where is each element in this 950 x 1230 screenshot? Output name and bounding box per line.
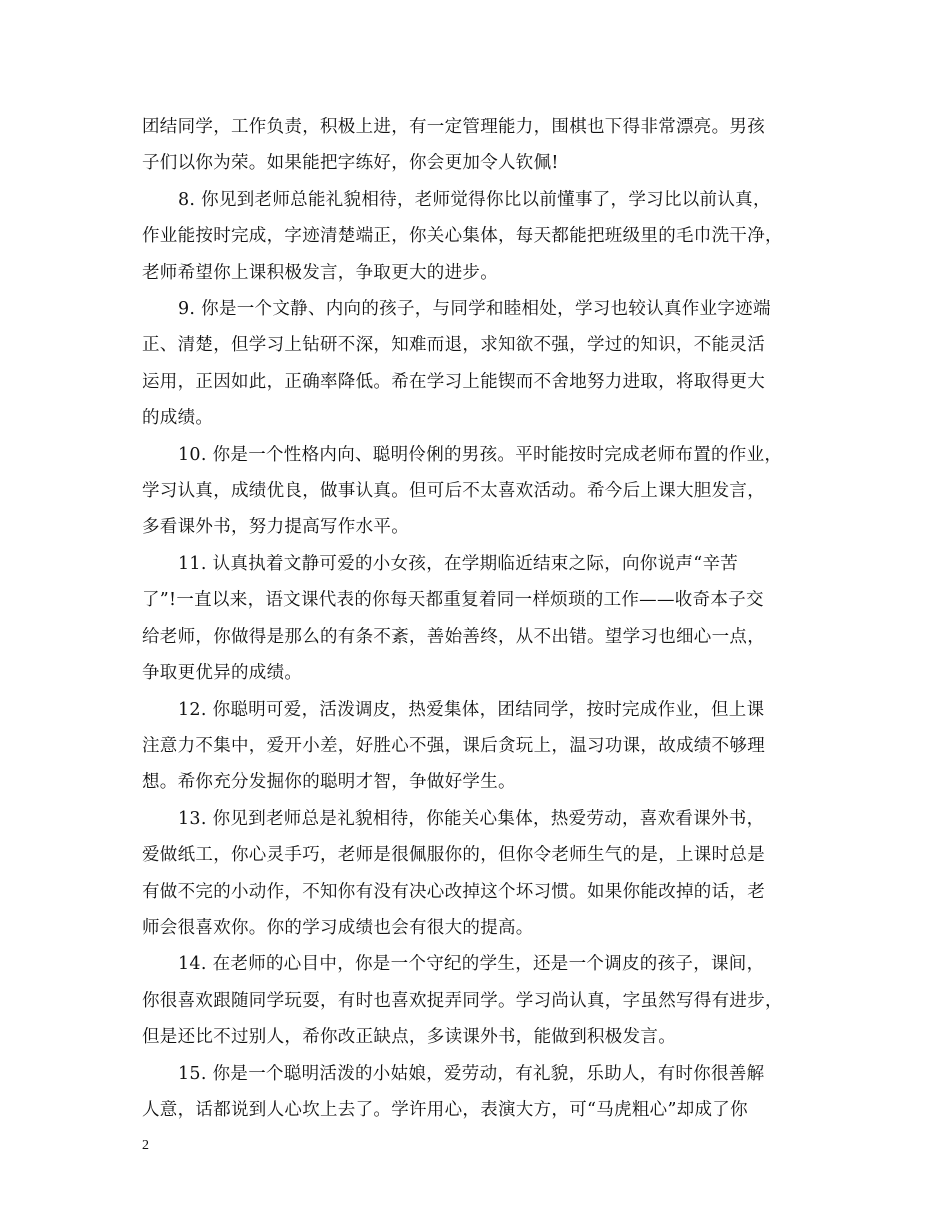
text-line: 爱做纸工，你心灵手巧，老师是很佩服你的，但你令老师生气的是，上课时总是 <box>142 845 765 866</box>
text-line: 的成绩。 <box>142 408 214 429</box>
paragraph-14 <box>142 946 822 1055</box>
paragraph-15 <box>142 1056 822 1129</box>
text-line: 师会很喜欢你。你的学习成绩也会有很大的提高。 <box>142 917 534 938</box>
text-line: 学习认真，成绩优良，做事认真。但可后不太喜欢活动。希今后上课大胆发言， <box>142 481 765 502</box>
text-line: 14. 在老师的心目中，你是一个守纪的学生，还是一个调皮的孩子，课间， <box>178 954 765 975</box>
page-number: 2 <box>142 1138 149 1153</box>
paragraph-11 <box>142 546 822 692</box>
text-line: 8. 你见到老师总能礼貌相待，老师觉得你比以前懂事了，学习比以前认真， <box>178 189 771 210</box>
text-line: 作业能按时完成，字迹清楚端正，你关心集体，每天都能把班级里的毛巾洗干净， <box>142 226 783 247</box>
text-line: 11. 认真执着文静可爱的小女孩，在学期临近结束之际，向你说声“辛苦 <box>178 553 739 574</box>
paragraph-9 <box>142 291 822 437</box>
paragraph-8 <box>142 182 822 291</box>
text-line: 13. 你见到老师总是礼貌相待，你能关心集体，热爱劳动，喜欢看课外书， <box>178 808 765 829</box>
text-line: 9. 你是一个文静、内向的孩子，与同学和睦相处，学习也较认真作业字迹端 <box>178 299 771 320</box>
text-line: 给老师，你做得是那么的有条不紊，善始善终，从不出错。望学习也细心一点， <box>142 626 765 647</box>
text-line: 注意力不集中，爱开小差，好胜心不强，课后贪玩上，温习功课，故成绩不够理 <box>142 735 765 756</box>
text-line: 多看课外书，努力提高写作水平。 <box>142 517 409 538</box>
text-line: 运用，正因如此，正确率降低。希在学习上能锲而不舍地努力进取，将取得更大 <box>142 371 765 392</box>
text-line: 你很喜欢跟随同学玩耍，有时也喜欢捉弄同学。学习尚认真，字虽然写得有进步， <box>142 990 783 1011</box>
text-line: 但是还比不过别人，希你改正缺点，多读课外书，能做到积极发言。 <box>142 1027 676 1048</box>
text-line: 老师希望你上课积极发言，争取更大的进步。 <box>142 262 498 283</box>
text-line: 人意，话都说到人心坎上去了。学许用心，表演大方，可“马虎粗心”却成了你 <box>142 1099 748 1120</box>
text-line: 想。希你充分发掘你的聪明才智，争做好学生。 <box>142 772 516 793</box>
text-line: 了”!一直以来，语文课代表的你每天都重复着同一样烦琐的工作——收奇本子交 <box>142 590 764 611</box>
text-line: 争取更优异的成绩。 <box>142 663 303 684</box>
text-line: 子们以你为荣。如果能把字练好，你会更加令人钦佩! <box>142 153 559 174</box>
text-line: 正、清楚，但学习上钻研不深，知难而退，求知欲不强，学过的知识，不能灵活 <box>142 335 765 356</box>
paragraph-12 <box>142 692 822 801</box>
paragraph-continuation <box>142 109 822 182</box>
text-line: 团结同学，工作负责，积极上进，有一定管理能力，围棋也下得非常漂亮。男孩 <box>142 117 765 137</box>
text-line: 有做不完的小动作，不知你有没有决心改掉这个坏习惯。如果你能改掉的话，老 <box>142 881 765 902</box>
text-line: 10. 你是一个性格内向、聪明伶俐的男孩。平时能按时完成老师布置的作业， <box>178 444 783 465</box>
document-body <box>142 109 822 1128</box>
text-line: 15. 你是一个聪明活泼的小姑娘，爱劳动，有礼貌，乐助人，有时你很善解 <box>178 1063 765 1084</box>
paragraph-10 <box>142 437 822 546</box>
text-line: 12. 你聪明可爱，活泼调皮，热爱集体，团结同学，按时完成作业，但上课 <box>178 699 765 720</box>
paragraph-13 <box>142 801 822 947</box>
